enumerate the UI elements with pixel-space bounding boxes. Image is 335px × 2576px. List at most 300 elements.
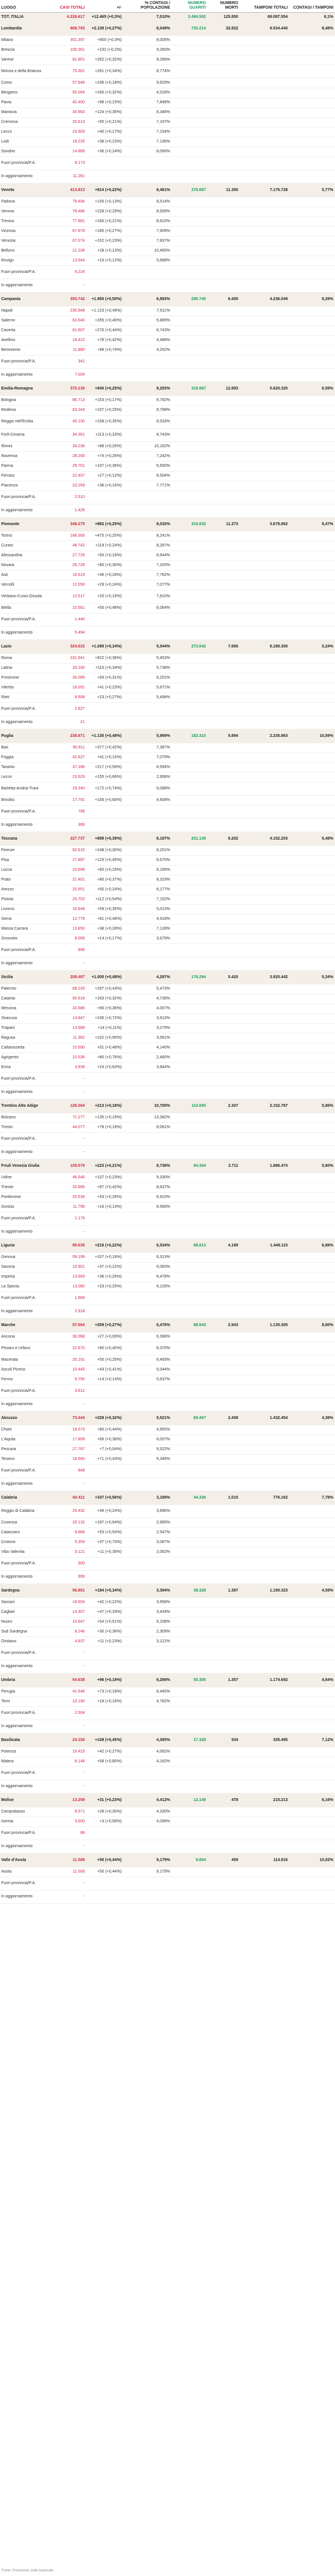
table-row[interactable] bbox=[0, 65, 335, 78]
table-row[interactable] bbox=[0, 266, 335, 279]
cell-tamponi bbox=[240, 561, 289, 571]
cell-tamponi bbox=[240, 934, 289, 944]
cell-delta: +29 (+0,24%) bbox=[86, 581, 123, 590]
cell-guariti bbox=[172, 716, 208, 729]
table-row[interactable] bbox=[0, 1548, 335, 1557]
cell-morti bbox=[208, 763, 240, 773]
cell-casi: 46.546 bbox=[45, 1173, 86, 1183]
table-row[interactable] bbox=[0, 716, 335, 729]
cell-casi: 20.951 bbox=[45, 885, 86, 895]
table-row[interactable] bbox=[0, 994, 335, 1004]
table-row[interactable] bbox=[0, 703, 335, 716]
table-row[interactable] bbox=[0, 481, 335, 491]
table-row[interactable] bbox=[0, 1618, 335, 1627]
region-row[interactable] bbox=[0, 640, 335, 654]
table-row[interactable] bbox=[0, 256, 335, 266]
cell-percent: 5,498% bbox=[123, 693, 172, 703]
table-row[interactable] bbox=[0, 346, 335, 355]
cell-delta bbox=[86, 1707, 123, 1720]
table-row[interactable] bbox=[0, 1598, 335, 1608]
cell-casi: 54.638 bbox=[45, 1673, 86, 1688]
cell-tamponi bbox=[240, 1660, 289, 1673]
table-row[interactable] bbox=[0, 1608, 335, 1618]
table-row[interactable] bbox=[0, 128, 335, 137]
cell-guariti bbox=[172, 1183, 208, 1193]
cell-contagi bbox=[289, 55, 335, 65]
cell-tamponi: 4.236.049 bbox=[240, 293, 289, 307]
table-row[interactable] bbox=[0, 944, 335, 957]
table-row[interactable] bbox=[0, 1004, 335, 1014]
region-row[interactable] bbox=[0, 729, 335, 744]
cell-luogo: Fuori provincia/P.A. bbox=[0, 806, 45, 819]
cell-morti bbox=[208, 984, 240, 994]
cell-delta: +125 (+0,45%) bbox=[86, 856, 123, 866]
table-row[interactable] bbox=[0, 1807, 335, 1817]
cell-delta bbox=[86, 806, 123, 819]
region-row[interactable] bbox=[0, 1319, 335, 1333]
region-row[interactable] bbox=[0, 184, 335, 198]
cell-percent bbox=[123, 1133, 172, 1146]
region-row[interactable] bbox=[0, 22, 335, 36]
table-row[interactable] bbox=[0, 98, 335, 108]
cell-delta: +61 (+0,48%) bbox=[86, 915, 123, 924]
table-row[interactable] bbox=[0, 1086, 335, 1099]
table-row[interactable] bbox=[0, 1425, 335, 1435]
cell-percent: 9,179% bbox=[123, 1854, 172, 1868]
cell-tamponi bbox=[240, 246, 289, 256]
table-row[interactable] bbox=[0, 316, 335, 326]
table-row[interactable] bbox=[0, 743, 335, 753]
cell-guariti bbox=[172, 604, 208, 613]
cell-percent: 7,771% bbox=[123, 481, 172, 491]
table-row[interactable] bbox=[0, 1193, 335, 1203]
table-row[interactable] bbox=[0, 336, 335, 346]
table-row[interactable] bbox=[0, 1707, 335, 1720]
cell-delta: +42 (+0,22%) bbox=[86, 1598, 123, 1608]
cell-casi: 30.068 bbox=[45, 1332, 86, 1342]
cell-tamponi bbox=[240, 1014, 289, 1024]
table-row[interactable] bbox=[0, 217, 335, 227]
table-row[interactable] bbox=[0, 1113, 335, 1123]
table-row[interactable] bbox=[0, 170, 335, 184]
cell-contagi bbox=[289, 1073, 335, 1086]
table-row[interactable] bbox=[0, 1757, 335, 1767]
region-row[interactable] bbox=[0, 1854, 335, 1868]
table-row[interactable] bbox=[0, 369, 335, 382]
cell-delta: +49 (+0,24%) bbox=[86, 1505, 123, 1518]
cell-delta bbox=[86, 1890, 123, 1904]
region-row[interactable] bbox=[0, 1584, 335, 1598]
table-row[interactable] bbox=[0, 1385, 335, 1398]
table-row[interactable] bbox=[0, 1720, 335, 1733]
table-row[interactable] bbox=[0, 1528, 335, 1538]
cell-percent: 6,083% bbox=[123, 1263, 172, 1272]
cell-tamponi bbox=[240, 452, 289, 462]
cell-luogo: Matera bbox=[0, 1757, 45, 1767]
table-row[interactable] bbox=[0, 1840, 335, 1854]
table-row[interactable] bbox=[0, 246, 335, 256]
table-row[interactable] bbox=[0, 442, 335, 452]
cell-morti bbox=[208, 782, 240, 796]
table-row[interactable] bbox=[0, 78, 335, 88]
region-row[interactable] bbox=[0, 832, 335, 847]
cell-tamponi bbox=[240, 1827, 289, 1840]
cell-contagi: 4,64% bbox=[289, 1673, 335, 1688]
table-row[interactable] bbox=[0, 984, 335, 994]
cell-delta bbox=[86, 613, 123, 627]
cell-morti bbox=[208, 915, 240, 924]
cell-morti bbox=[208, 1365, 240, 1375]
cell-guariti bbox=[172, 1505, 208, 1518]
cell-luogo: Perugia bbox=[0, 1687, 45, 1697]
cell-delta: +110 (+0,34%) bbox=[86, 664, 123, 673]
cell-guariti bbox=[172, 1253, 208, 1263]
table-row[interactable] bbox=[0, 1687, 335, 1697]
cell-percent: 6,201% bbox=[123, 673, 172, 683]
table-row[interactable] bbox=[0, 1146, 335, 1159]
table-row[interactable] bbox=[0, 462, 335, 471]
table-row[interactable] bbox=[0, 415, 335, 429]
cell-guariti bbox=[172, 1398, 208, 1411]
table-row[interactable] bbox=[0, 1827, 335, 1840]
header-guariti[interactable]: NUMERO GUARITI bbox=[172, 0, 208, 13]
table-row[interactable] bbox=[0, 36, 335, 46]
cell-delta bbox=[86, 1780, 123, 1794]
table-row[interactable] bbox=[0, 1817, 335, 1827]
header-casi[interactable]: CASI TOTALI bbox=[45, 0, 86, 13]
table-row[interactable] bbox=[0, 147, 335, 157]
cell-contagi: 9,29% bbox=[289, 293, 335, 307]
cell-percent: 4,518% bbox=[123, 88, 172, 98]
region-row[interactable] bbox=[0, 1411, 335, 1426]
cell-percent bbox=[123, 369, 172, 382]
cell-percent: 8,287% bbox=[123, 541, 172, 551]
table-row[interactable] bbox=[0, 561, 335, 571]
table-row[interactable] bbox=[0, 1478, 335, 1491]
table-row[interactable] bbox=[0, 1435, 335, 1445]
table-row[interactable] bbox=[0, 1747, 335, 1757]
cell-delta: +163 (+0,32%) bbox=[86, 994, 123, 1004]
table-row[interactable] bbox=[0, 1183, 335, 1193]
header-tamponi[interactable]: TAMPONI TOTALI bbox=[240, 0, 289, 13]
table-row[interactable] bbox=[0, 915, 335, 924]
cell-luogo: In aggiornamento bbox=[0, 1720, 45, 1733]
table-row[interactable] bbox=[0, 1455, 335, 1465]
table-row[interactable] bbox=[0, 471, 335, 481]
table-row[interactable] bbox=[0, 88, 335, 98]
table-row[interactable] bbox=[0, 197, 335, 207]
table-row[interactable] bbox=[0, 819, 335, 832]
cell-percent bbox=[123, 1840, 172, 1854]
cell-luogo: Fuori provincia/P.A. bbox=[0, 355, 45, 369]
region-row[interactable] bbox=[0, 1239, 335, 1253]
table-row[interactable] bbox=[0, 1043, 335, 1053]
cell-contagi bbox=[289, 875, 335, 885]
table-row[interactable] bbox=[0, 905, 335, 915]
cell-casi: 10.561 bbox=[45, 604, 86, 613]
region-row[interactable] bbox=[0, 1794, 335, 1808]
table-row[interactable] bbox=[0, 1173, 335, 1183]
table-row[interactable] bbox=[0, 429, 335, 442]
table-row[interactable] bbox=[0, 1024, 335, 1034]
cell-percent: 8,319% bbox=[123, 875, 172, 885]
table-row[interactable] bbox=[0, 571, 335, 581]
cell-guariti bbox=[172, 1133, 208, 1146]
cell-casi: 86.713 bbox=[45, 396, 86, 406]
table-row[interactable] bbox=[0, 782, 335, 796]
cell-casi: - bbox=[45, 1226, 86, 1239]
cell-luogo: Sardegna bbox=[0, 1584, 45, 1598]
table-row[interactable] bbox=[0, 551, 335, 561]
cell-morti bbox=[208, 1073, 240, 1086]
cell-guariti bbox=[172, 452, 208, 462]
cell-guariti bbox=[172, 1687, 208, 1697]
table-row[interactable] bbox=[0, 1356, 335, 1365]
table-row[interactable] bbox=[0, 1538, 335, 1548]
cell-luogo: Forlì-Cesena bbox=[0, 429, 45, 442]
cell-morti bbox=[208, 1840, 240, 1854]
cell-casi: 29.701 bbox=[45, 462, 86, 471]
table-row[interactable] bbox=[0, 1647, 335, 1660]
header-morti[interactable]: NUMERO MORTI bbox=[208, 0, 240, 13]
header-contagi[interactable]: CONTAGI / TAMPONI bbox=[289, 0, 335, 13]
table-row[interactable] bbox=[0, 1203, 335, 1212]
table-row[interactable] bbox=[0, 227, 335, 237]
cell-luogo: In aggiornamento bbox=[0, 1086, 45, 1099]
table-row[interactable] bbox=[0, 1780, 335, 1794]
cell-guariti bbox=[172, 326, 208, 336]
table-row[interactable] bbox=[0, 693, 335, 703]
table-row[interactable] bbox=[0, 924, 335, 934]
table-row[interactable] bbox=[0, 1518, 335, 1528]
cell-luogo: Lazio bbox=[0, 640, 45, 654]
cell-morti bbox=[208, 1034, 240, 1043]
cell-percent bbox=[123, 703, 172, 716]
table-row[interactable] bbox=[0, 491, 335, 504]
cell-delta: +50 (+0,44%) bbox=[86, 1854, 123, 1868]
cell-morti bbox=[208, 1867, 240, 1877]
cell-percent: 3,087% bbox=[123, 1538, 172, 1548]
table-row[interactable] bbox=[0, 137, 335, 147]
table-row[interactable] bbox=[0, 673, 335, 683]
cell-delta bbox=[86, 1133, 123, 1146]
cell-morti bbox=[208, 481, 240, 491]
cell-casi: 63.244 bbox=[45, 406, 86, 415]
cell-tamponi bbox=[240, 1342, 289, 1356]
table-row[interactable] bbox=[0, 237, 335, 246]
cell-delta: +28 (+0,30%) bbox=[86, 1807, 123, 1817]
cell-guariti bbox=[172, 1807, 208, 1817]
table-row[interactable] bbox=[0, 590, 335, 604]
region-row[interactable] bbox=[0, 1491, 335, 1506]
table-row[interactable] bbox=[0, 1212, 335, 1226]
table-row[interactable] bbox=[0, 541, 335, 551]
table-row[interactable] bbox=[0, 1063, 335, 1073]
table-row[interactable] bbox=[0, 1465, 335, 1478]
cell-tamponi bbox=[240, 1193, 289, 1203]
cell-contagi bbox=[289, 1203, 335, 1212]
table-row[interactable] bbox=[0, 885, 335, 895]
region-row[interactable] bbox=[0, 1733, 335, 1748]
cell-guariti: 182.315 bbox=[172, 729, 208, 744]
cell-delta: +38 (+0,23%) bbox=[86, 137, 123, 147]
table-row[interactable] bbox=[0, 581, 335, 590]
cell-casi: - bbox=[45, 1146, 86, 1159]
table-row[interactable] bbox=[0, 1867, 335, 1877]
cell-guariti bbox=[172, 256, 208, 266]
table-row[interactable] bbox=[0, 664, 335, 673]
table-row[interactable] bbox=[0, 604, 335, 613]
table-row[interactable] bbox=[0, 1398, 335, 1411]
cell-casi: 500 bbox=[45, 1557, 86, 1571]
table-row[interactable] bbox=[0, 1365, 335, 1375]
table-row[interactable] bbox=[0, 108, 335, 118]
table-row[interactable] bbox=[0, 1557, 335, 1571]
table-row[interactable] bbox=[0, 1226, 335, 1239]
table-row[interactable] bbox=[0, 355, 335, 369]
table-row[interactable] bbox=[0, 895, 335, 905]
region-row[interactable] bbox=[0, 971, 335, 985]
table-row[interactable] bbox=[0, 207, 335, 217]
region-row[interactable] bbox=[0, 1099, 335, 1114]
cell-guariti bbox=[172, 743, 208, 753]
table-row[interactable] bbox=[0, 773, 335, 782]
table-row[interactable] bbox=[0, 856, 335, 866]
table-row[interactable] bbox=[0, 531, 335, 541]
table-row[interactable] bbox=[0, 1697, 335, 1707]
table-row[interactable] bbox=[0, 1627, 335, 1637]
cell-luogo: Milano bbox=[0, 36, 45, 46]
cell-morti: 478 bbox=[208, 1794, 240, 1808]
table-row[interactable] bbox=[0, 654, 335, 664]
table-row[interactable] bbox=[0, 504, 335, 518]
table-row[interactable] bbox=[0, 627, 335, 640]
cell-tamponi bbox=[240, 481, 289, 491]
table-row[interactable] bbox=[0, 753, 335, 763]
cell-luogo: Bergamo bbox=[0, 88, 45, 98]
cell-guariti bbox=[172, 406, 208, 415]
cell-luogo: Fuori provincia/P.A. bbox=[0, 157, 45, 170]
table-row[interactable] bbox=[0, 866, 335, 875]
table-row[interactable] bbox=[0, 1767, 335, 1780]
cell-delta bbox=[86, 491, 123, 504]
table-row[interactable] bbox=[0, 1637, 335, 1647]
cell-luogo: Sondrio bbox=[0, 147, 45, 157]
cell-luogo: In aggiornamento bbox=[0, 1571, 45, 1584]
cell-percent: 6,650% bbox=[123, 462, 172, 471]
cell-contagi bbox=[289, 1840, 335, 1854]
cell-luogo: Benevento bbox=[0, 346, 45, 355]
table-row[interactable] bbox=[0, 1263, 335, 1272]
header-percent[interactable]: % CONTAGI / POPOLAZIONE bbox=[123, 0, 172, 13]
cell-morti: 534 bbox=[208, 1733, 240, 1748]
cell-contagi bbox=[289, 197, 335, 207]
table-row[interactable] bbox=[0, 806, 335, 819]
table-row[interactable] bbox=[0, 1375, 335, 1385]
table-row[interactable] bbox=[0, 1445, 335, 1455]
table-row[interactable] bbox=[0, 1053, 335, 1063]
region-row[interactable] bbox=[0, 1673, 335, 1688]
table-row[interactable] bbox=[0, 55, 335, 65]
table-row[interactable] bbox=[0, 46, 335, 55]
table-row[interactable] bbox=[0, 1133, 335, 1146]
table-row[interactable] bbox=[0, 1877, 335, 1890]
table-row[interactable] bbox=[0, 1272, 335, 1282]
table-row[interactable] bbox=[0, 1505, 335, 1518]
table-row[interactable] bbox=[0, 1292, 335, 1305]
cell-luogo: Roma bbox=[0, 654, 45, 664]
cell-delta: +11 (+0,35%) bbox=[86, 1548, 123, 1557]
table-row[interactable] bbox=[0, 1890, 335, 1904]
table-row[interactable] bbox=[0, 1253, 335, 1263]
table-row[interactable] bbox=[0, 1014, 335, 1024]
cell-contagi bbox=[289, 471, 335, 481]
table-row[interactable] bbox=[0, 934, 335, 944]
table-row[interactable] bbox=[0, 1282, 335, 1292]
cell-morti bbox=[208, 170, 240, 184]
cell-percent: 2,480% bbox=[123, 1053, 172, 1063]
cell-contagi bbox=[289, 462, 335, 471]
table-row[interactable] bbox=[0, 326, 335, 336]
table-row[interactable] bbox=[0, 1123, 335, 1133]
cell-delta: +216 (+0,22%) bbox=[86, 1239, 123, 1253]
region-row[interactable] bbox=[0, 518, 335, 532]
table-row[interactable] bbox=[0, 1342, 335, 1356]
table-row[interactable] bbox=[0, 1571, 335, 1584]
table-row[interactable] bbox=[0, 1305, 335, 1319]
header-luogo[interactable]: LUOGO bbox=[0, 0, 45, 13]
table-row[interactable] bbox=[0, 613, 335, 627]
cell-morti bbox=[208, 664, 240, 673]
cell-casi: 808.793 bbox=[45, 22, 86, 36]
cell-contagi bbox=[289, 773, 335, 782]
cell-casi: 16.648 bbox=[45, 905, 86, 915]
table-row[interactable] bbox=[0, 118, 335, 128]
table-row[interactable] bbox=[0, 157, 335, 170]
table-row[interactable] bbox=[0, 763, 335, 773]
table-row[interactable] bbox=[0, 306, 335, 316]
cell-percent: 4,739% bbox=[123, 994, 172, 1004]
cell-tamponi bbox=[240, 856, 289, 866]
table-row[interactable] bbox=[0, 279, 335, 293]
cell-guariti bbox=[172, 1780, 208, 1794]
table-row[interactable] bbox=[0, 957, 335, 971]
table-row[interactable] bbox=[0, 683, 335, 693]
table-row[interactable] bbox=[0, 1034, 335, 1043]
table-row[interactable] bbox=[0, 1660, 335, 1673]
cell-guariti bbox=[172, 1455, 208, 1465]
cell-guariti bbox=[172, 654, 208, 664]
region-row[interactable] bbox=[0, 1159, 335, 1174]
cell-delta: +73 (+0,18%) bbox=[86, 1687, 123, 1697]
cell-luogo: Genova bbox=[0, 1253, 45, 1263]
table-row[interactable] bbox=[0, 796, 335, 806]
table-row[interactable] bbox=[0, 406, 335, 415]
table-row[interactable] bbox=[0, 1073, 335, 1086]
cell-casi: 10.445 bbox=[45, 1365, 86, 1375]
region-row[interactable] bbox=[0, 293, 335, 307]
cell-delta: +160 (+0,21%) bbox=[86, 217, 123, 227]
region-row[interactable] bbox=[0, 382, 335, 396]
table-row[interactable] bbox=[0, 452, 335, 462]
table-row[interactable] bbox=[0, 1332, 335, 1342]
cell-percent: 7,320% bbox=[123, 561, 172, 571]
table-row[interactable] bbox=[0, 875, 335, 885]
header-delta[interactable]: +/- bbox=[86, 0, 123, 13]
cell-contagi bbox=[289, 1292, 335, 1305]
table-row[interactable] bbox=[0, 396, 335, 406]
table-row[interactable] bbox=[0, 846, 335, 856]
